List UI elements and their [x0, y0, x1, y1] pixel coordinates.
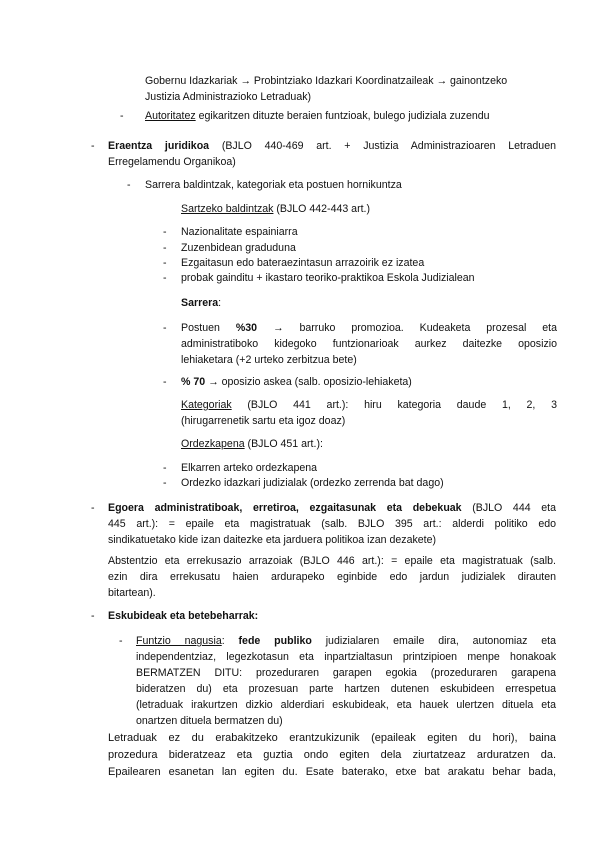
label: Sarrera — [181, 297, 219, 309]
bullet-dash: - — [163, 462, 167, 474]
text: (BJLO 444 eta — [461, 502, 556, 514]
sarrera-heading — [181, 295, 221, 311]
bullet-dash: - — [163, 376, 167, 388]
text-line: lehiaketara (+2 urteko zerbitzua bete) — [181, 354, 357, 366]
list-item — [145, 108, 565, 124]
text: : — [218, 297, 222, 309]
text-line: Erregelamendu Organikoa) — [108, 156, 236, 168]
text-line: Letraduak ez du erabakitzeko erantzukizunik (epaileak egiten du hori), baina — [108, 732, 556, 744]
bullet-dash: - — [163, 226, 167, 238]
text-line: BERMATZEN DITU: prozeduraren garapen egokia (prozeduraren garapena — [136, 667, 556, 679]
text-line: sindikatuetako kide izan daitezke eta jarduera politikoa izan dezakete) — [108, 534, 437, 546]
text: (BJLO 441 art.): hiru kategoria daude 1, 2, 3 — [231, 399, 557, 411]
text: judizialaren emaile dira, autonomiaz eta — [311, 635, 557, 647]
text: → oposizio askea (salb. oposizio-lehiaketa) — [205, 376, 412, 388]
bullet-dash: - — [163, 272, 167, 284]
text-line — [108, 138, 556, 154]
text-line — [181, 320, 557, 336]
bullet-dash: - — [120, 110, 124, 122]
section-title: Egoera administratiboak, erretiroa, ezgaitasunak eta debekuak — [108, 502, 462, 514]
text: Postuen — [181, 322, 236, 334]
text: egikaritzen dituzte beraien funtzioak, bulego judiziala zuzendu — [195, 110, 490, 122]
sartzeko-heading — [181, 201, 370, 217]
bullet-dash: - — [163, 322, 167, 334]
emphasis: fede publiko — [238, 635, 312, 647]
text: (BJLO 442-443 art.) — [273, 203, 371, 215]
text-line: independentziaz, legezkotasun eta inpartzialtasun printzipioen menpe honakoak — [136, 651, 556, 663]
text-line — [108, 500, 556, 516]
top-continuation — [145, 73, 565, 105]
bullet-dash: - — [91, 140, 95, 152]
text-line — [136, 633, 556, 649]
abstentzio-paragraph — [108, 553, 556, 601]
text-line: onartzen dituela bermatzen du) — [136, 715, 283, 727]
section-egoera — [108, 500, 556, 548]
list-item: Ezgaitasun edo bateraezintasun arrazoirik ez izatea — [181, 257, 425, 269]
text-line: bitartean). — [108, 587, 156, 599]
text-line: Abstentzio eta errekusazio arrazoiak (BJLO 446 art.): = epaile eta magistratuak (salb. — [108, 555, 556, 567]
kategoriak-paragraph — [181, 397, 557, 429]
percent: % 70 — [181, 376, 206, 388]
text-line: Justizia Administrazioko Letraduak) — [145, 91, 312, 103]
list-item — [181, 320, 557, 368]
list-item: Zuzenbidean graduduna — [181, 242, 296, 254]
bullet-dash: - — [119, 635, 123, 647]
text-line: (letraduak irakurtzen dizkio alderdiari eskubideak, eta hauek ulertzen dituela eta — [136, 699, 556, 711]
label: Kategoriak — [181, 399, 232, 411]
text-line: 445 art.): = epaile eta magistratuak (salb. BJLO 395 art.: alderdi politiko edo — [108, 518, 556, 530]
text-line: Epailearen esanetan lan egiten du. Esate baterako, etxe bat arakatu behar bada, — [108, 766, 556, 778]
text-line: administratiboko kidegoko funtzionarioak aurkez daitezke oposizio — [181, 338, 557, 350]
term: Autoritatez — [145, 110, 196, 122]
percent: %30 — [235, 322, 258, 334]
text-line: prozedura bideratzeaz eta guztia ondo egiten dela ziurtatzeaz arduratzen da. — [108, 749, 556, 761]
bullet-dash: - — [127, 179, 131, 191]
text-line — [181, 397, 557, 413]
text-line: ezin dira errekusatu haien ardurapeko eginbide edo jardun judizialek dirauten — [108, 571, 556, 583]
funtzio-paragraph — [136, 633, 556, 729]
subheading: Sarrera baldintzak, kategoriak eta postuen hornikuntza — [145, 179, 402, 191]
section-title: Eraentza juridikoa — [108, 140, 210, 152]
label: Ordezkapena — [181, 438, 245, 450]
list-item: Nazionalitate espainiarra — [181, 226, 298, 238]
section-title: Eskubideak eta betebeharrak: — [108, 610, 259, 622]
text-line: Gobernu Idazkariak → Probintziako Idazkari Koordinatzaileak → gainontzeko — [145, 75, 508, 87]
bullet-dash: - — [163, 257, 167, 269]
text: : — [221, 635, 239, 647]
bullet-dash: - — [91, 502, 95, 514]
text-line: (hirugarrenetik sartu eta igoz doaz) — [181, 415, 346, 427]
list-item: Elkarren arteko ordezkapena — [181, 462, 318, 474]
ordezkapena-heading — [181, 436, 323, 452]
bullet-dash: - — [163, 477, 167, 489]
text: (BJLO 440-469 art. + Justizia Administrazioaren Letraduen — [209, 140, 556, 152]
text: (BJLO 451 art.): — [244, 438, 323, 450]
section-eraentza — [108, 138, 556, 170]
bullet-dash: - — [91, 610, 95, 622]
text-line: bideratzen du) eta prozesuan parte hartzen dutenen eskubideen errespetua — [136, 683, 556, 695]
label: Funtzio nagusia — [136, 635, 222, 647]
bullet-dash: - — [163, 242, 167, 254]
label: Sartzeko baldintzak — [181, 203, 274, 215]
section-eskubideak — [108, 608, 258, 624]
letraduak-paragraph — [108, 730, 556, 781]
text: → barruko promozioa. Kudeaketa prozesal eta — [257, 322, 557, 334]
list-item: Ordezko idazkari judizialak (ordezko zerrenda bat dago) — [181, 477, 444, 489]
list-item — [181, 374, 412, 390]
list-item: probak gainditu + ikastaro teoriko-praktikoa Eskola Judizialean — [181, 272, 475, 284]
